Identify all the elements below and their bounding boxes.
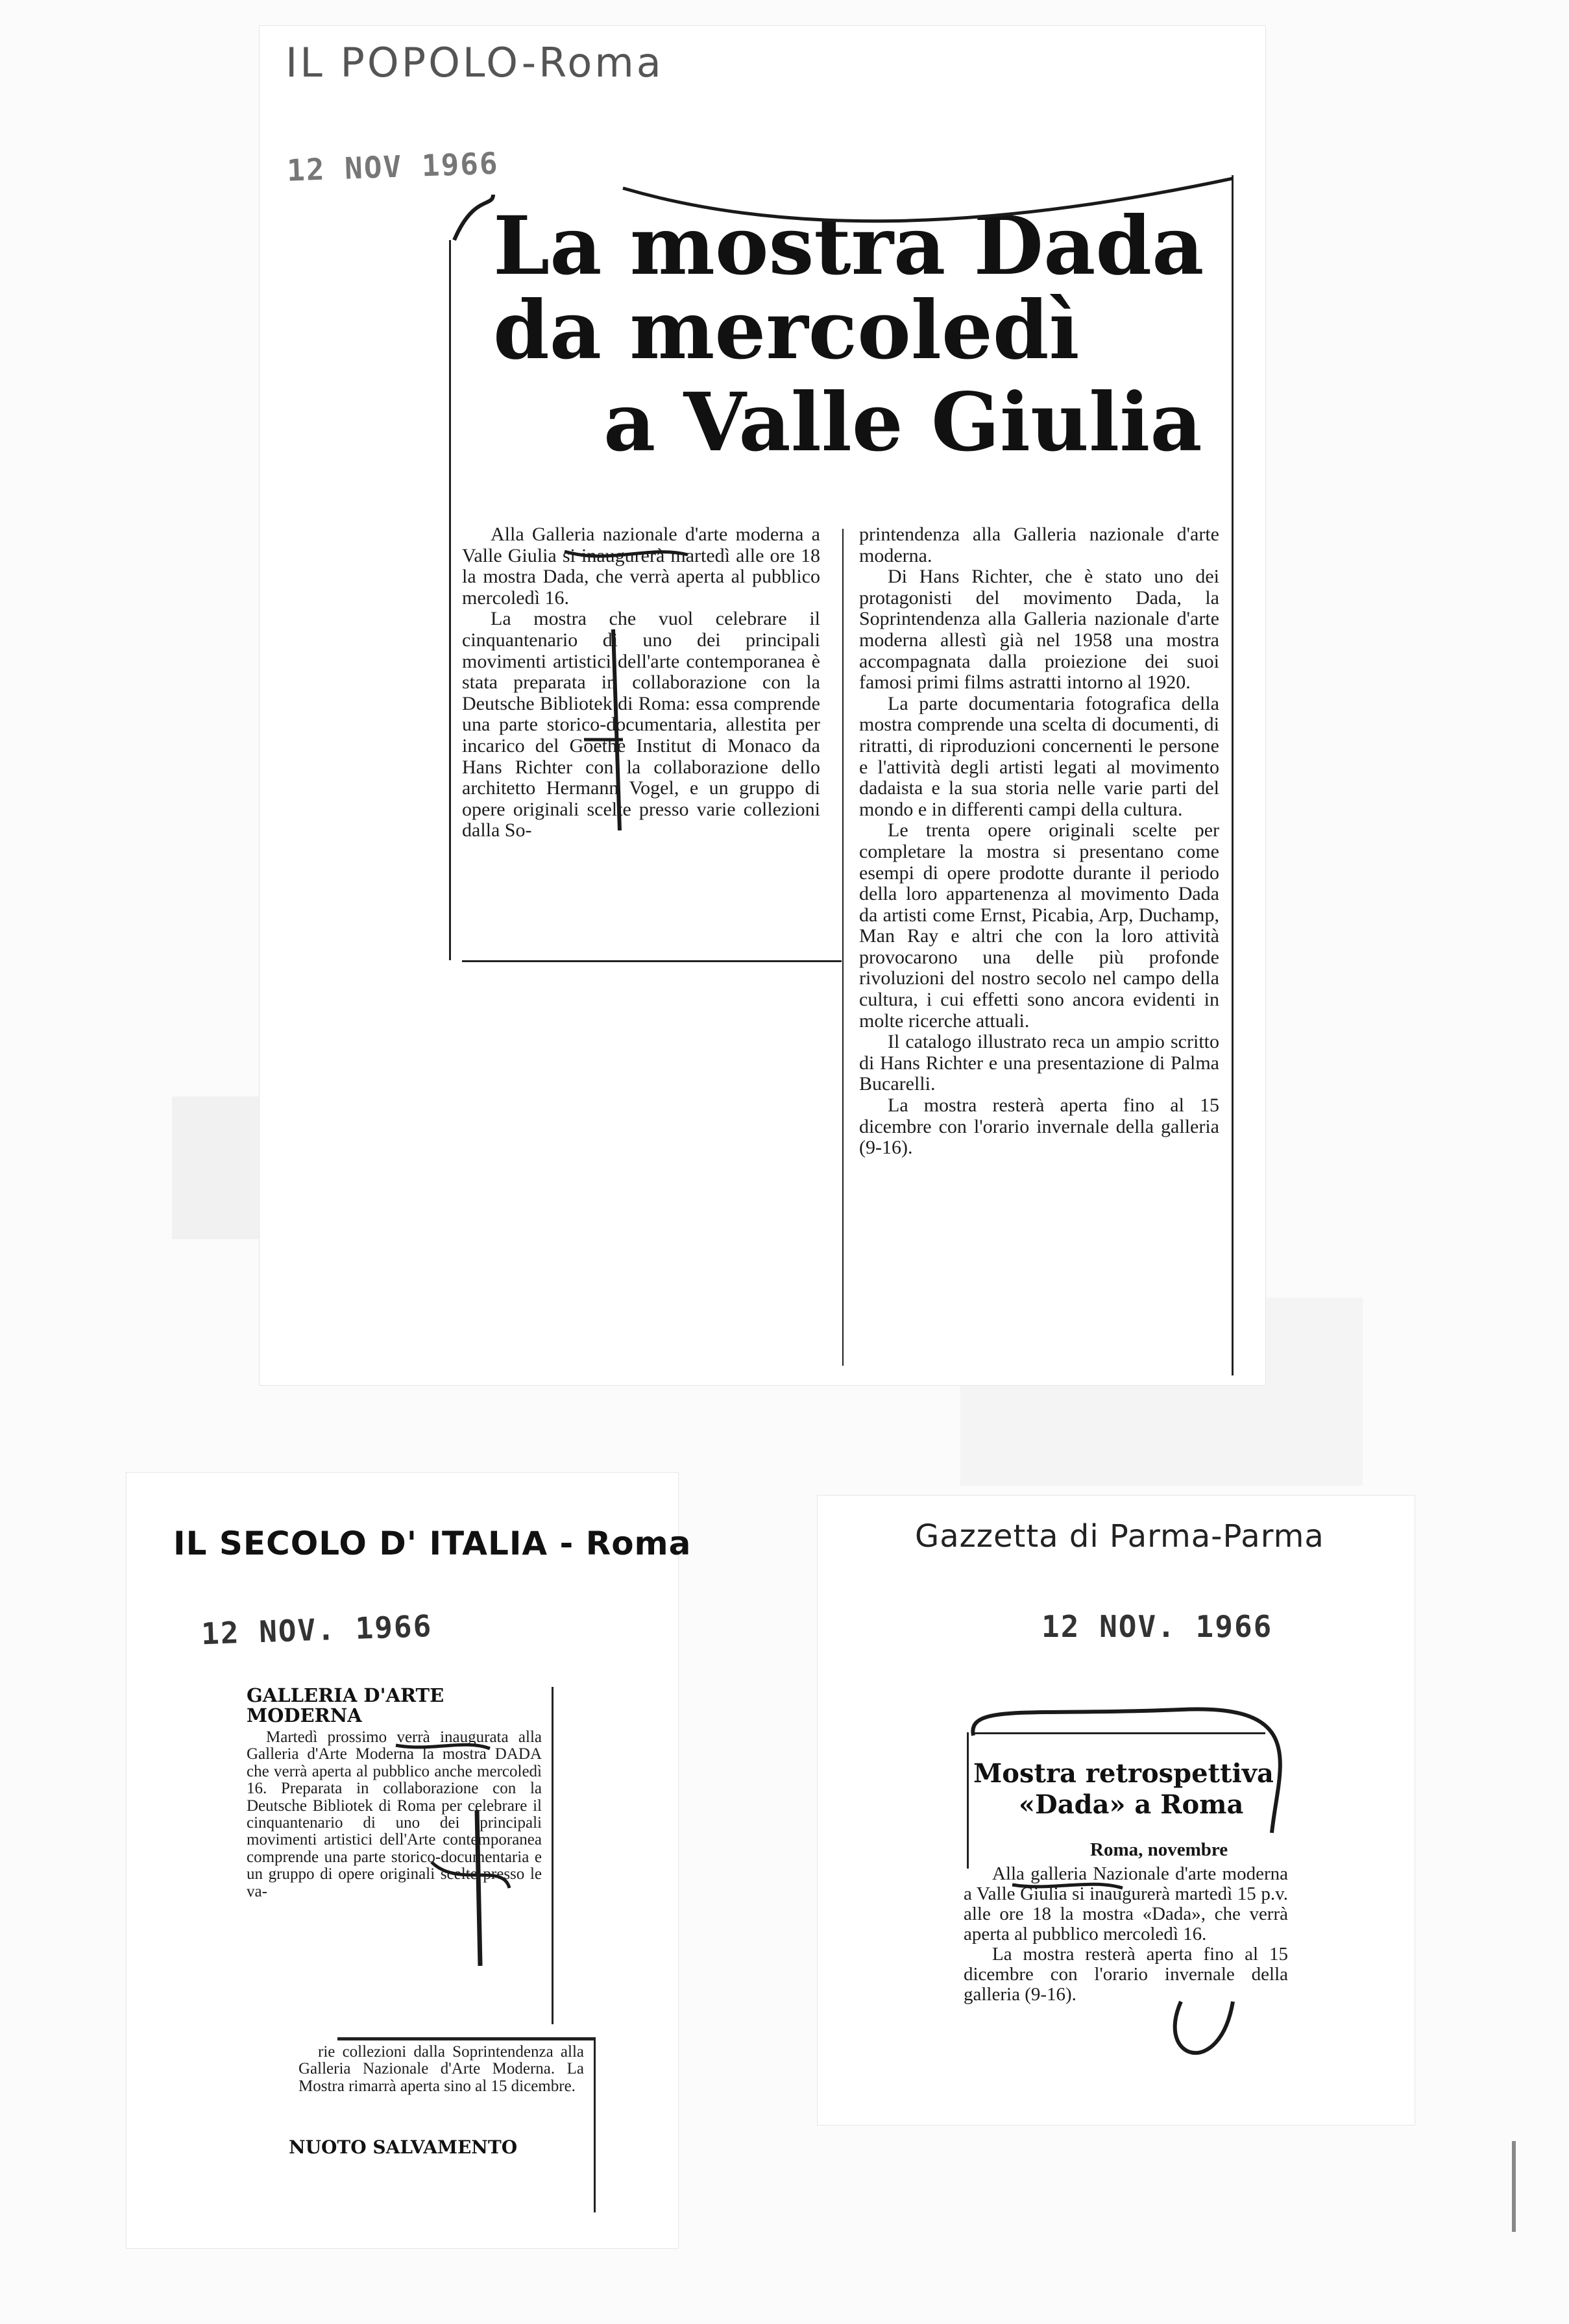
article-body-bottom <box>298 2044 584 2095</box>
article-column-right <box>859 524 1219 1159</box>
left-margin-rule <box>449 240 451 960</box>
section-rule <box>337 2037 594 2040</box>
headline-line-2: da mercoledì <box>493 284 1080 378</box>
left-rule <box>967 1732 969 1869</box>
column-divider <box>842 529 844 1366</box>
headline-line-1: La mostra Dada <box>493 199 1204 293</box>
top-rule <box>973 1732 1265 1734</box>
paragraph: La mostra resterà aperta fino al 15 dicembre con l'orario invernale della galleria (9-16). <box>964 1944 1288 2005</box>
headline-line-2: «Dada» a Roma <box>1019 1789 1244 1820</box>
paragraph: rie collezioni dalla Soprintendenza alla Galleria Nazionale d'Arte Moderna. La Mostra rimarrà aperta sino al 15 dicembre. <box>298 2043 584 2095</box>
background-clipping-left <box>172 1096 266 1239</box>
source-stamp: IL POPOLO-Roma <box>286 39 664 86</box>
source-stamp: Gazzetta di Parma-Parma <box>915 1518 1324 1555</box>
headline <box>493 199 1204 470</box>
paragraph: Di Hans Richter, che è stato uno dei protagonisti del movimento Dada, la Soprintendenza alla Galleria nazionale d'arte moderna allestì già nel 1958 una mostra accompagnata dalla proiezione dei suoi famosi primi films astratti intorno al 1920. <box>859 566 1219 694</box>
edge-speck <box>1512 2141 1516 2232</box>
next-article-headline: NUOTO SALVAMENTO <box>289 2136 518 2158</box>
article-body <box>964 1864 1288 2005</box>
clipping-il-popolo <box>260 26 1265 1385</box>
headline <box>973 1758 1274 1821</box>
clipping-il-secolo <box>127 1473 692 2248</box>
paragraph: La parte documentaria fotografica della mostra comprende una scelta di documenti, di ritratti, di riproduzioni concernenti le persone e l'attività degli artisti legati al movimento dadaista e la sua storia nelle varie parti del mondo e in differenti campi della cultura. <box>859 692 1219 820</box>
article-body-top <box>247 1729 542 1900</box>
paragraph: Le trenta opere originali scelte per completare la mostra si presentano come esempi di opere prodotte durante il periodo della loro appartenenza al movimento Dada da artisti come Ernst, Picabia, Arp, Duchamp, Man Ray e altri che con la loro attività provocarono una delle più profonde rivoluzioni del nostro secolo nel campo della cultura, i cui effetti sono ancora evidenti in molte ricerche attuali. <box>859 819 1219 1032</box>
paragraph: Martedì prossimo verrà inaugurata alla Galleria d'Arte Moderna la mostra DADA che verrà aperta al pubblico anche mercoledì 16. Preparata in collaborazione con la Deutsche Bibliotek di Roma per celebrare il cinquantenario di uno dei principali movimenti artistici dell'Arte contemporanea comprende una parte storico-documentaria e un gruppo di opere originali scelte presso le va- <box>247 1728 542 1900</box>
column-divider <box>552 1687 553 2024</box>
paragraph: Il catalogo illustrato reca un ampio scritto di Hans Richter e una presentazione di Palma Bucarelli. <box>859 1031 1219 1095</box>
date-stamp: 12 NOV. 1966 <box>1041 1609 1273 1644</box>
right-margin-rule <box>1232 175 1234 1375</box>
paragraph: Alla galleria Nazionale d'arte moderna a Valle Giulia si inaugurerà martedì 15 p.v. alle ore 18 la mostra «Dada», che verrà aperta al pubblico mercoledì 16. <box>964 1863 1288 1944</box>
headline-line-1: Mostra retrospettiva <box>973 1758 1274 1789</box>
paragraph: La mostra che vuol celebrare il cinquantenario di uno dei principali movimenti artistici dell'arte contemporanea è stata preparata in collaborazione con la Deutsche Bibliotek di Roma: essa comprende una parte storico-documentaria, allestita per incarico del Goethe Institut di Monaco da Hans Richter con la collaborazione dello architetto Hermann Vogel, e un gruppo di opere originali scelte presso varie collezioni dalla So- <box>462 608 820 841</box>
date-stamp: 12 NOV. 1966 <box>201 1608 433 1652</box>
column-divider <box>594 2037 596 2212</box>
date-stamp: 12 NOV 1966 <box>286 145 500 188</box>
dateline: Roma, novembre <box>1090 1839 1228 1860</box>
article-column-left <box>462 524 820 841</box>
source-stamp: IL SECOLO D' ITALIA - Roma <box>173 1525 692 1562</box>
paragraph: printendenza alla Galleria nazionale d'arte moderna. <box>859 524 1219 566</box>
clipping-gazzetta-di-parma <box>818 1495 1415 2125</box>
paragraph: Alla Galleria nazionale d'arte moderna a Valle Giulia si inaugurerà martedì alle ore 18 la mostra Dada, che verrà aperta al pubblico mercoledì 16. <box>462 524 820 609</box>
paragraph: La mostra resterà aperta fino al 15 dicembre con l'orario invernale della galleria (9-16). <box>859 1095 1219 1159</box>
headline-line-3: a Valle Giulia <box>603 376 1202 470</box>
headline: GALLERIA D'ARTE MODERNA <box>247 1684 444 1726</box>
column-end-rule <box>462 960 842 962</box>
